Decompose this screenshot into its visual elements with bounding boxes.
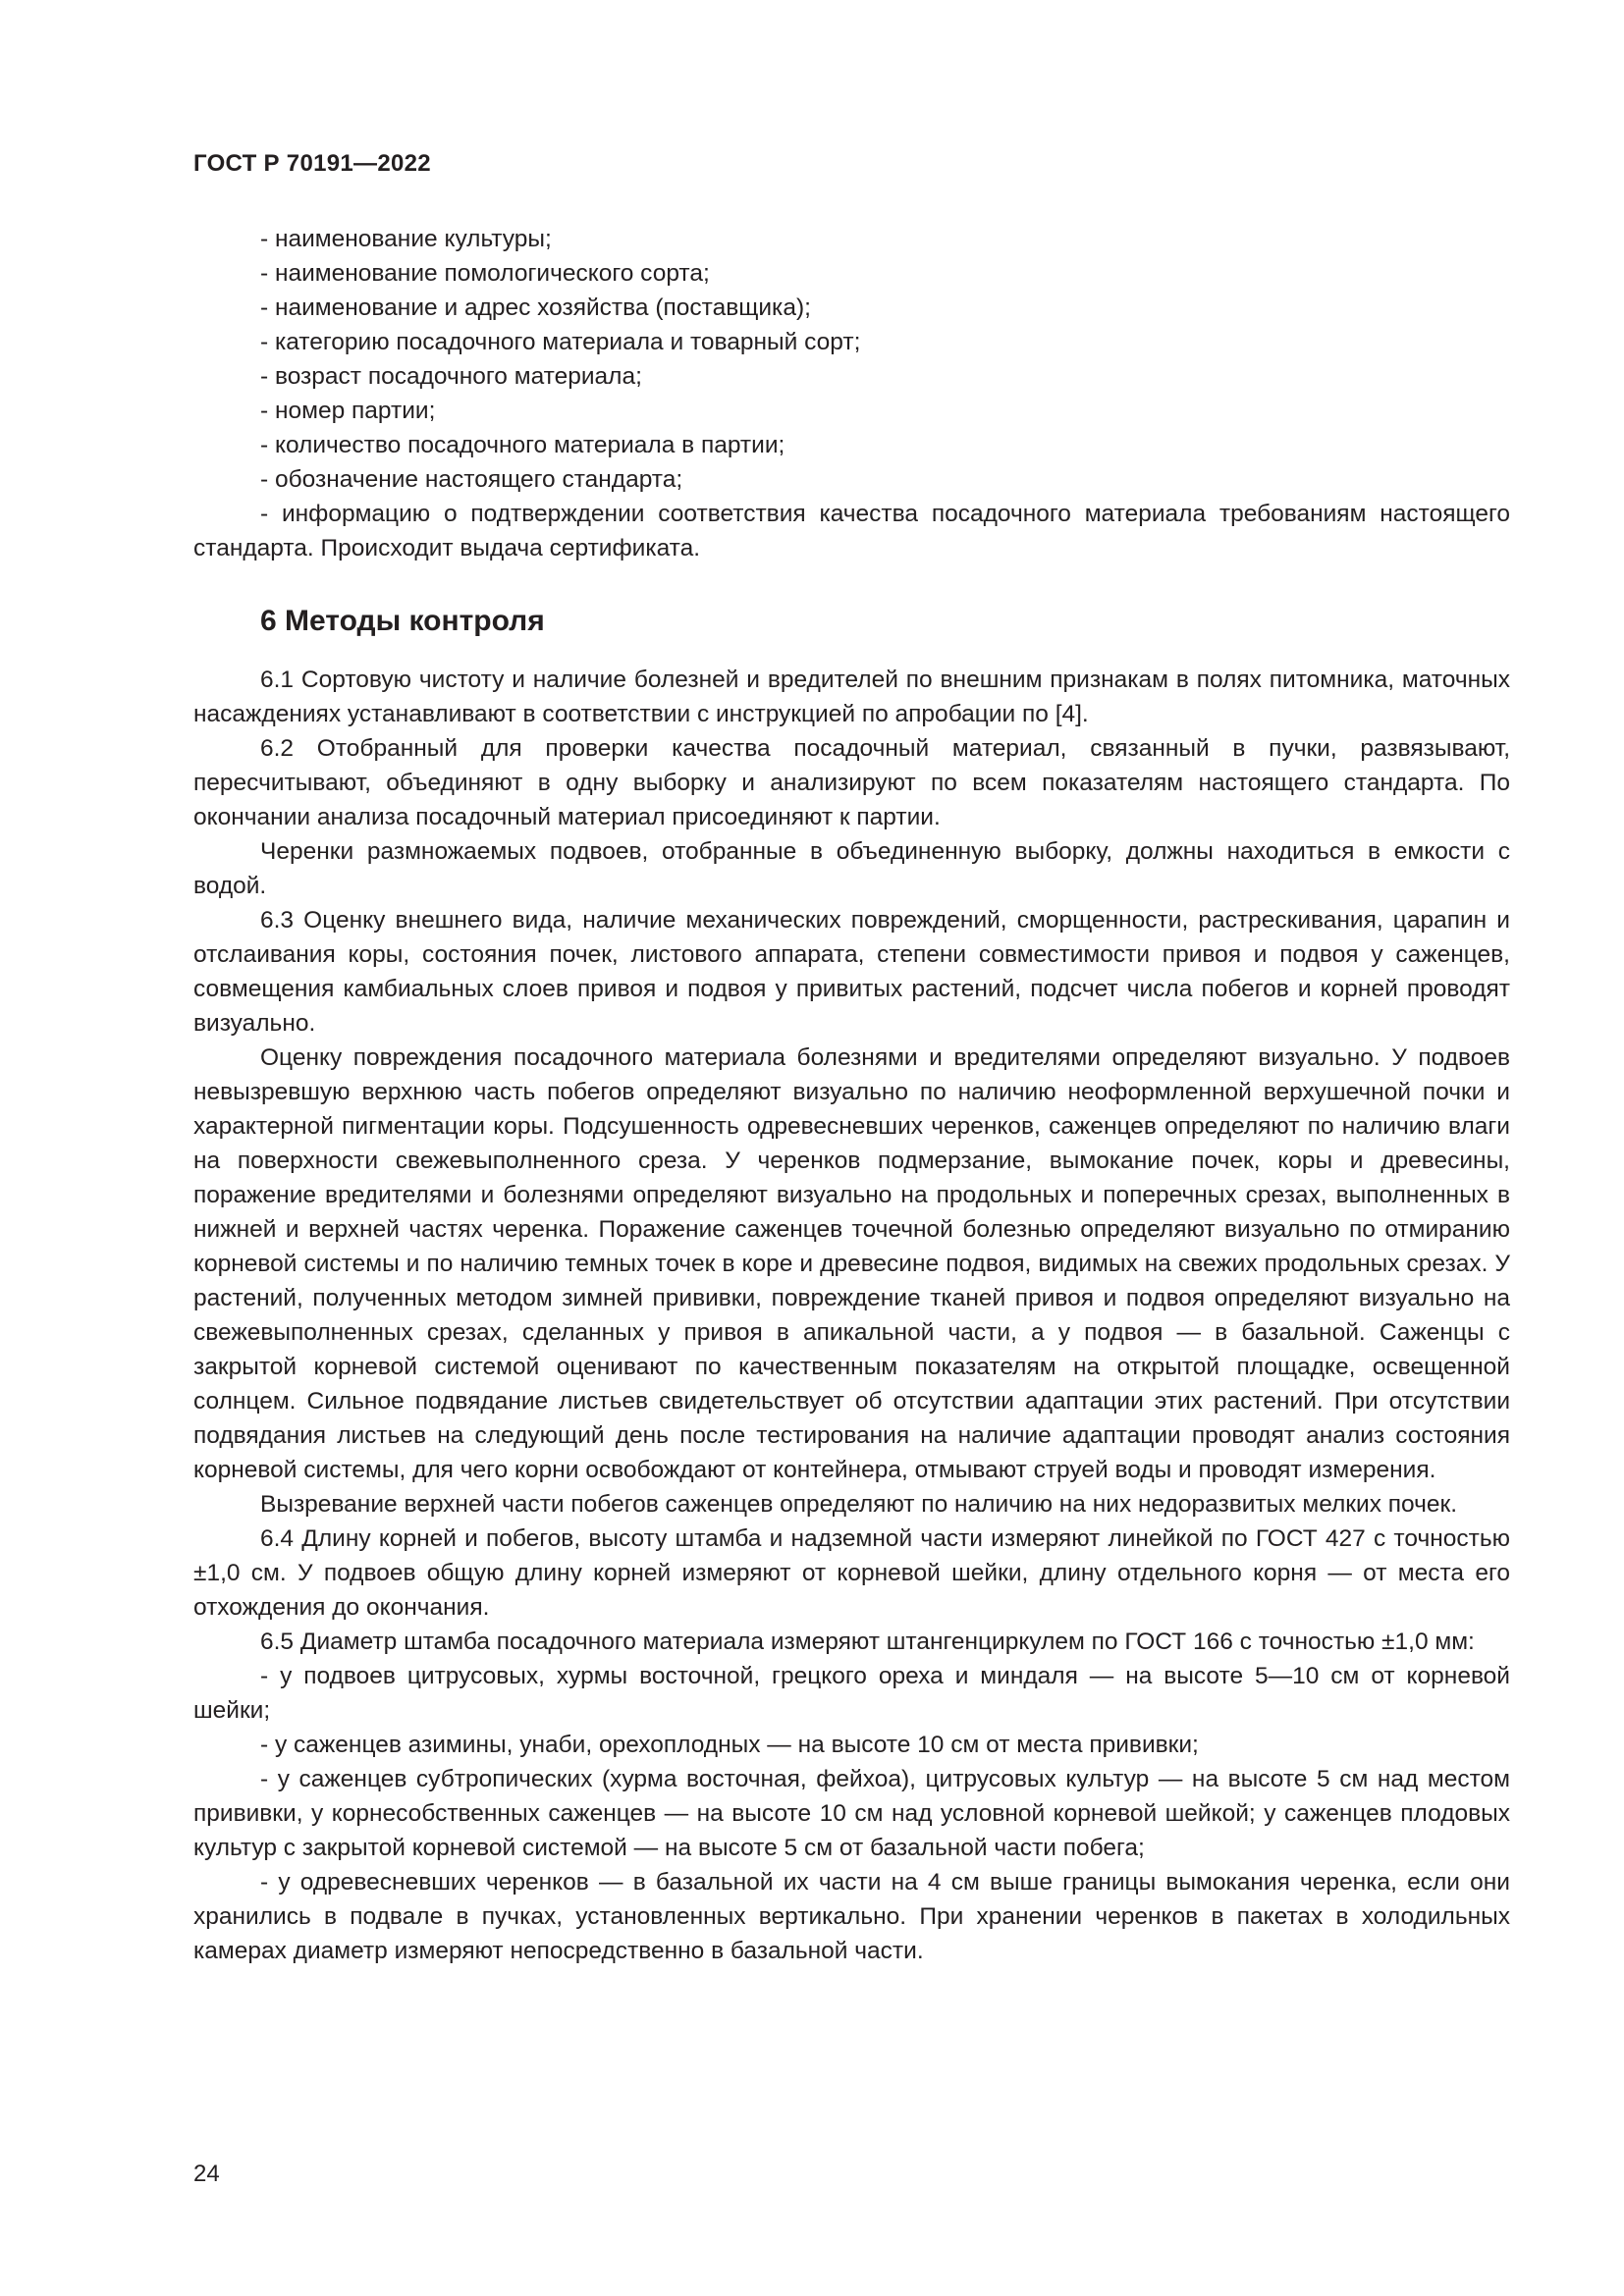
list-item: - у саженцев азимины, унаби, орехоплодных — на высоте 10 см от места прививки;: [260, 1732, 1199, 1758]
list-item: - обозначение настоящего стандарта;: [260, 466, 683, 493]
paragraph-6-3-damage: Оценку повреждения посадочного материала болезнями и вредителями определяют визуально. У подвоев невызревшую верхнюю часть побегов определяют визуально по наличию неоформленной верхушечной почки и характерной пигментации коры. Подсушенность одревесневших черенков, саженцев определяют по наличию влаги на поверхности свежевыполненного среза. У черенков подмерзание, вымокание почек, коры и древесины, поражение вредителями и болезнями определяют визуально на продольных и поперечных срезах, выполненных в нижней и верхней частях черенка. Поражение саженцев точечной болезнью определяют визуально по отмиранию корневой системы и по наличию темных точек в коре и древесине подвоя, видимых на свежих продольных срезах. У растений, полученных методом зимней прививки, повреждение тканей привоя и подвоя определяют визуально на свежевыполненных срезах, сделанных у привоя в апикальной части, а у подвоя — в базальной. Саженцы с закрытой корневой системой оценивают по качественным показателям на открытой площадке, освещенной солнцем. Сильное подвядание листьев свидетельствует об отсутствии адаптации этих растений. При отсутствии подвядания листьев на следующий день после тестирования на наличие адаптации проводят анализ состояния корневой системы, для чего корни освобождают от контейнера, отмывают струей воды и проводят измерения.: [193, 1044, 1510, 1483]
document-code-header: ГОСТ Р 70191—2022: [193, 150, 431, 177]
paragraph-6-3: 6.3 Оценку внешнего вида, наличие механических повреждений, сморщенности, растрескивания, царапин и отслаивания коры, состояния почек, листового аппарата, степени совместимости привоя и подвоя у саженцев, совмещения камбиальных слоев привоя и подвоя у привитых растений, подсчет числа побегов и корней проводят визуально.: [193, 907, 1510, 1037]
list-item: - наименование и адрес хозяйства (поставщика);: [260, 294, 811, 321]
document-body: [193, 222, 1510, 1968]
list-item: - категорию посадочного материала и товарный сорт;: [260, 329, 861, 355]
list-item: - у подвоев цитрусовых, хурмы восточной, грецкого ореха и миндаля — на высоте 5—10 см от корневой шейки;: [193, 1663, 1510, 1724]
list-item: - номер партии;: [260, 398, 436, 424]
paragraph-6-5: 6.5 Диаметр штамба посадочного материала измеряют штангенциркулем по ГОСТ 166 с точностью ±1,0 мм:: [260, 1629, 1475, 1655]
list-item: - у одревесневших черенков — в базальной их части на 4 см выше границы вымокания черенка, если они хранились в подвале в пучках, установленных вертикально. При хранении черенков в пакетах в холодильных камерах диаметр измеряют непосредственно в базальной части.: [193, 1869, 1510, 1964]
section-title: 6 Методы контроля: [260, 605, 545, 637]
paragraph-6-3-maturation: Вызревание верхней части побегов саженцев определяют по наличию на них недоразвитых мелких почек.: [260, 1491, 1458, 1518]
list-item: - количество посадочного материала в партии;: [260, 432, 785, 458]
list-item: - информацию о подтверждении соответствия качества посадочного материала требованиям настоящего стандарта. Происходит выдача сертификата.: [193, 501, 1510, 561]
list-item: - у саженцев субтропических (хурма восточная, фейхоа), цитрусовых культур — на высоте 5 см над местом прививки, у корнесобственных саженцев — на высоте 10 см над условной корневой шейкой; у саженцев плодовых культур с закрытой корневой системой — на высоте 5 см от базальной части побега;: [193, 1766, 1510, 1861]
list-item: - наименование культуры;: [260, 226, 552, 252]
paragraph-6-4: 6.4 Длину корней и побегов, высоту штамба и надземной части измеряют линейкой по ГОСТ 427 с точностью ±1,0 см. У подвоев общую длину корней измеряют от корневой шейки, длину отдельного корня — от места его отхождения до окончания.: [193, 1525, 1510, 1621]
paragraph-6-2-cuttings: Черенки размножаемых подвоев, отобранные в объединенную выборку, должны находиться в емкости с водой.: [193, 838, 1510, 899]
page-number: 24: [193, 2161, 220, 2187]
list-item: - наименование помологического сорта;: [260, 260, 710, 287]
paragraph-6-1: 6.1 Сортовую чистоту и наличие болезней и вредителей по внешним признакам в полях питомника, маточных насаждениях устанавливают в соответствии с инструкцией по апробации по [4].: [193, 667, 1510, 727]
paragraph-6-2: 6.2 Отобранный для проверки качества посадочный материал, связанный в пучки, развязывают, пересчитывают, объединяют в одну выборку и анализируют по всем показателям настоящего стандарта. По окончании анализа посадочный материал присоединяют к партии.: [193, 735, 1510, 830]
list-item: - возраст посадочного материала;: [260, 363, 642, 390]
